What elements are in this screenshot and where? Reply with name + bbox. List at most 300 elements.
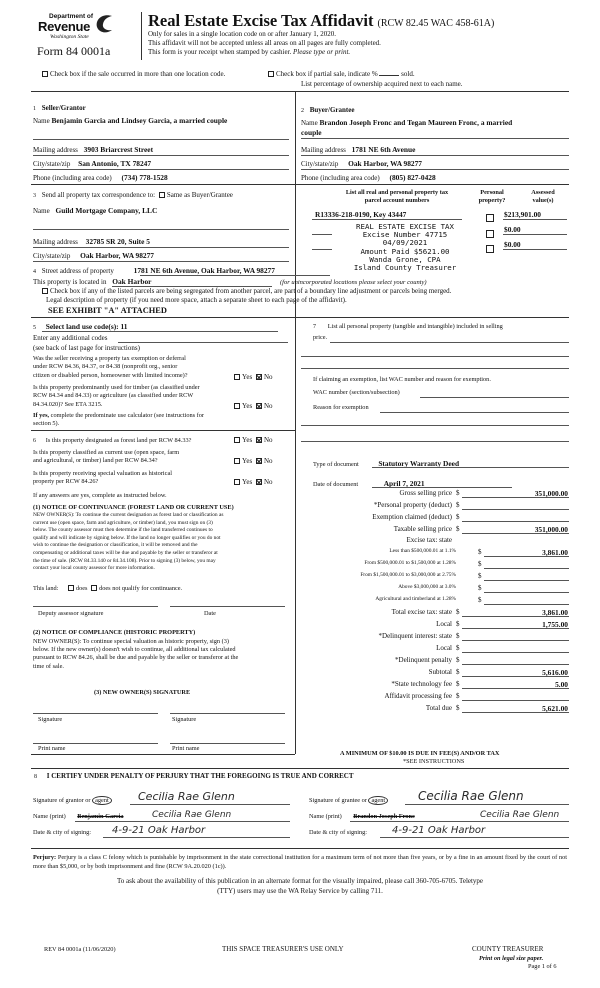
owner-print-label2: Print name: [172, 745, 200, 752]
parcel-row3-value[interactable]: $0.00: [504, 240, 521, 249]
seller-name-row: [33, 116, 227, 125]
calc-line-tech: [462, 688, 569, 689]
pp-line2: [301, 356, 569, 357]
exhibit-text[interactable]: SEE EXHIBIT "A" ATTACHED: [48, 306, 167, 315]
seller-mail-line: [33, 155, 289, 156]
land-use-value[interactable]: Select land use code(s): 11: [45, 322, 128, 331]
q1-yes-label: Yes: [242, 373, 253, 381]
grantor-name-handwritten[interactable]: Cecilia Rae Glenn: [152, 810, 232, 820]
parcel-row1-value[interactable]: $213,901.00: [504, 210, 541, 219]
grantee-sig-row: [309, 797, 388, 804]
dept-of: Department of: [49, 13, 94, 20]
calc-label-delinq-local: Local: [436, 644, 452, 652]
historic-answer[interactable]: [232, 478, 273, 486]
multi-location-check[interactable]: [40, 70, 225, 78]
located-value[interactable]: Oak Harbor: [112, 277, 272, 287]
grantor-date-label: Date & city of signing:: [33, 829, 92, 836]
calc-label-b5: Agricultural and timberland at 1.28%: [375, 596, 456, 602]
ifyes-note: [33, 412, 204, 429]
cu-line2: and agricultural, or timber) land per RCW 84.34?: [33, 457, 158, 465]
grantor-name-line: [75, 821, 290, 822]
grantor-date-line: [103, 837, 290, 838]
calc-label-total-due: Total due: [425, 704, 452, 712]
n1-l8: contact your local county assessor for more information.: [33, 565, 155, 572]
buyer-mail-row: [301, 145, 415, 154]
wac-label: WAC number (section/subsection): [313, 389, 400, 396]
corr-name-value[interactable]: Guild Mortgage Company, LLC: [55, 206, 158, 215]
buyer-name-value[interactable]: Brandon Joseph Fronc and Tegan Maureen Fronc, a married: [319, 118, 513, 127]
parcel-row3-personal-checkbox[interactable]: [486, 240, 494, 258]
parcel-row3-line: [312, 249, 332, 250]
q1-yes-checkbox[interactable]: [234, 374, 240, 380]
parcel-col1-header: [322, 189, 472, 205]
street-label: Street address of property: [41, 267, 114, 275]
calc-value-gross[interactable]: 351,000.00: [534, 489, 568, 498]
calc-value-local[interactable]: 1,755.00: [542, 620, 568, 629]
calc-dollar-delinq-pen: $: [456, 656, 460, 664]
calc-line-b5: [484, 604, 569, 605]
seller-city-line: [33, 169, 289, 170]
notice2-body: [33, 638, 238, 671]
doc-date-value[interactable]: April 7, 2021: [383, 479, 425, 488]
cu-line1: Is this property classified as current use (open space, farm: [33, 449, 180, 456]
q1-line1: Was the seller receiving a property tax exemption or deferral: [33, 355, 186, 362]
grantor-name-row: [33, 813, 124, 820]
hist-yes-checkbox[interactable]: [234, 479, 240, 485]
header-rule: [31, 91, 569, 92]
ifyes-text: complete the predominate use calculator (see instructions for: [50, 412, 205, 419]
doc-date-label: Date of document: [313, 481, 359, 488]
stamp-line4: Amount Paid $5621.00: [360, 246, 450, 256]
seller-mail-label: Mailing address: [33, 146, 78, 154]
multi-location-checkbox[interactable]: [42, 71, 48, 77]
same-as-buyer-label: Same as Buyer/Grantee: [166, 191, 233, 199]
doc-date-line: [372, 487, 512, 488]
doc-type-value[interactable]: Statutory Warranty Deed: [378, 459, 460, 468]
grantor-sig-line: [130, 804, 290, 805]
calc-dollar-delinq-state: $: [456, 632, 460, 640]
forest-question: Is this property designated as forest land per RCW 84.33?: [45, 437, 192, 444]
q1-line3: citizen or disabled person, homeowner with limited income)?: [33, 371, 188, 379]
buyer-name-value-line2[interactable]: couple: [301, 128, 322, 137]
perjury-text: Perjury is a class C felony which is punishable by imprisonment in the state correctional institution for a maximum term of not more than five years, or by a fine in an amount fixed by the court of not more than $5,000, or by both imprisonment and fine (RCW 9A.20.020 (1c)).: [33, 854, 567, 870]
personal-property-label: List all personal property (tangible and intangible) included in selling: [327, 323, 503, 330]
calc-line-delinq-local: [462, 652, 569, 653]
forest-yes-checkbox[interactable]: [234, 437, 240, 443]
header-divider: [141, 12, 142, 60]
grantee-name-label: Name (print): [309, 813, 342, 820]
located-row: [33, 277, 427, 287]
personal-property-row: [313, 322, 503, 330]
perjury-statement: [33, 853, 567, 871]
corr-name-label: Name: [33, 207, 50, 215]
additional-codes-label: Enter any additional codes: [33, 334, 108, 342]
buyer-mail-label: Mailing address: [301, 146, 346, 154]
additional-codes-line: [118, 342, 288, 343]
dept-washington: Washington State: [50, 34, 89, 40]
calc-value-taxable[interactable]: 351,000.00: [534, 525, 568, 534]
grantor-sig-row: [33, 797, 112, 804]
forest-no-checkbox[interactable]: [256, 437, 262, 443]
corr-row: [33, 191, 233, 199]
q2-answer[interactable]: [232, 402, 273, 410]
calc-label-b2: From $500,000.01 to $1,500,000 at 1.28%: [364, 560, 456, 566]
parcel-row2-value[interactable]: $0.00: [504, 225, 521, 234]
list-pct-note: List percentage of ownership acquired next to each name.: [301, 80, 463, 88]
q2-no-checkbox[interactable]: [256, 403, 262, 409]
calc-dollar-delinq-local: $: [456, 644, 460, 652]
grantor-agent-circled: agent: [92, 796, 112, 805]
partial-sale-checkbox[interactable]: [268, 71, 274, 77]
hist-no-label: No: [263, 478, 273, 486]
calc-label-excise-state: Excise tax: state: [406, 536, 452, 544]
stamp-line3: 04/09/2021: [382, 238, 428, 248]
doc-type-label: Type of document: [313, 461, 359, 468]
n2-l2: below. If the new owner(s) doesn't wish to continue, all additional tax calculated: [33, 646, 236, 654]
form-title-text: Real Estate Excise Tax Affidavit: [148, 11, 374, 30]
calc-dollar-subtotal: $: [456, 668, 460, 676]
treasurer-stamp: [330, 223, 480, 272]
partial-sale-pct-field[interactable]: [379, 75, 399, 76]
located-label: This property is located in: [33, 278, 107, 286]
calc-dollar-b3: $: [478, 572, 482, 580]
n2-l4: time of sale.: [33, 662, 64, 670]
seller-name-label: Name: [33, 117, 50, 125]
section6-num: 6: [33, 438, 36, 444]
owner-sig-label2: Signature: [172, 716, 197, 723]
q2-line2: RCW 84.34 and 84.33) or agriculture (as classified under RCW: [33, 392, 194, 400]
corr-mail-value[interactable]: 32785 SR 20, Suite 5: [85, 237, 150, 246]
perjury-label: Perjury:: [33, 854, 57, 861]
land-use-row: [33, 322, 127, 331]
seller-city-row: [33, 159, 151, 168]
alt-format-note: [30, 877, 570, 896]
notice1-body: [33, 512, 223, 573]
rev-number: REV 84 0001a (11/06/2020): [44, 946, 116, 953]
seller-num: 1: [33, 106, 36, 112]
deputy-date-line: [170, 606, 285, 607]
q1-no-checkbox[interactable]: [256, 374, 262, 380]
any-yes-note: If any answers are yes, complete as instructed below.: [33, 492, 167, 499]
current-use-answer[interactable]: [232, 457, 273, 465]
grantor-name-value[interactable]: Benjamin Garcia: [77, 813, 124, 820]
legal-paper-note: Print on legal size paper.: [479, 955, 544, 962]
parcel-row3-value-line: [503, 249, 567, 250]
q2-line3: 84.34.020)? See ETA 3215.: [33, 400, 103, 408]
n2-l3: pursuant to RCW 84.26, shall be due and payable by the seller or transferor at the: [33, 654, 239, 662]
parcel-row2-value-line: [503, 234, 567, 235]
grantor-sig-label: Signature of grantor or: [33, 797, 91, 804]
doc-type-line: [372, 467, 569, 468]
corr-mail-line: [33, 247, 289, 248]
q2-yes-label: Yes: [242, 402, 253, 410]
segregate-checkbox[interactable]: [42, 288, 48, 294]
notice3-title: (3) NEW OWNER(S) SIGNATURE: [94, 689, 191, 696]
parcel-col3-header: [520, 189, 566, 205]
reason-line1: [380, 412, 569, 413]
notice1-title: (1) NOTICE OF CONTINUANCE (FOREST LAND OR CURRENT USE): [33, 504, 234, 511]
street-line: [140, 275, 330, 276]
owner-sig-line1: [33, 713, 158, 714]
n1-l6: compensating or additional taxes will be due and payable by the seller or transferor at: [33, 549, 218, 556]
q2-yes-checkbox[interactable]: [234, 403, 240, 409]
does-not-label: does not qualify for continuance.: [99, 585, 183, 592]
does-label: does: [75, 585, 88, 592]
personal-property-label2: price.: [313, 334, 328, 341]
timber-question: [33, 384, 200, 409]
reason-line2: [301, 425, 569, 426]
owner-print-line2: [170, 743, 285, 744]
buyer-city-row: [301, 159, 422, 168]
dept-revenue: Revenue: [38, 19, 91, 34]
buyer-name-line: [301, 138, 569, 139]
owner-sig-label1: Signature: [38, 716, 63, 723]
treasurer-use-only: THIS SPACE TREASURER'S USE ONLY: [222, 945, 344, 953]
stamp-line1: REAL ESTATE EXCISE TAX: [356, 222, 454, 231]
does-not-checkbox[interactable]: [91, 585, 97, 591]
grantee-name-line: [350, 821, 569, 822]
cu-yes-checkbox[interactable]: [234, 458, 240, 464]
n2-l1: NEW OWNER(S): To continue special valuation as historic property, sign (3): [33, 638, 230, 645]
parcel-col2-l1: Personal: [480, 189, 504, 196]
partial-sale-check[interactable]: [266, 70, 415, 78]
owner-print-label1: Print name: [38, 745, 66, 752]
seller-city-value[interactable]: San Antonio, TX 78247: [78, 159, 152, 168]
forest-yes-label: Yes: [242, 436, 253, 444]
calc-label-exemption: Exemption claimed (deduct): [372, 513, 452, 521]
stamp-line2: Excise Number 47715: [362, 230, 448, 240]
calc-dollar-exemption: $: [456, 513, 460, 521]
calc-label-b3: From $1,500,000.01 to $3,000,000 at 2.75%: [360, 572, 456, 578]
calc-label-local: Local: [436, 620, 452, 628]
buyer-phone-label: Phone (including area code): [301, 174, 380, 182]
calc-dollar-taxable: $: [456, 525, 460, 533]
exemption-question: [33, 355, 188, 380]
buyer-phone-row: [301, 173, 436, 182]
calc-dollar-affidavit-fee: $: [456, 692, 460, 700]
q2-no-label: No: [263, 402, 273, 410]
this-land-label: This land:: [33, 585, 59, 592]
deputy-date-label: Date: [204, 610, 216, 617]
buyer-city-line: [301, 169, 569, 170]
calc-label-b4: Above $3,000,000 at 3.0%: [398, 584, 456, 590]
calc-line-affidavit-fee: [462, 700, 569, 701]
grantee-date-handwritten[interactable]: 4-9-21 Oak Harbor: [392, 825, 486, 836]
calc-line-delinq-pen: [462, 664, 569, 665]
minimum-note: A MINIMUM OF $10.00 IS DUE IN FEE(S) AND/OR TAX: [340, 750, 500, 757]
notice2-title: (2) NOTICE OF COMPLIANCE (HISTORIC PROPERTY): [33, 629, 196, 636]
alt-format-l2: (TTY) users may use the WA Relay Service by calling 711.: [217, 886, 383, 895]
land-use-line: [42, 331, 278, 332]
buyer-phone-value[interactable]: (805) 827-0428: [389, 173, 436, 182]
calc-label-subtotal: Subtotal: [428, 668, 452, 676]
see-instructions: *SEE INSTRUCTIONS: [403, 758, 465, 765]
header-line1: Only for sales in a single location code on or after January 1, 2020.: [148, 30, 336, 38]
n1-l4: qualify and will indicate by signing below. If the land no longer qualifies or you do not: [33, 534, 221, 541]
n1-l3: below. The county assessor must then determine if the land transferred continues to: [33, 527, 213, 534]
corr-city-line: [33, 261, 289, 262]
street-row: [33, 266, 275, 275]
page-number: Page 1 of 6: [528, 963, 557, 970]
q1-line2: under RCW 84.36, 84.37, or 84.38 (nonprofit org., senior: [33, 363, 178, 371]
certify-text: I CERTIFY UNDER PENALTY OF PERJURY THAT THE FOREGOING IS TRUE AND CORRECT: [46, 772, 354, 780]
calc-label-personal: *Personal property (deduct): [373, 501, 452, 509]
deputy-label: Deputy assessor signature: [38, 610, 104, 617]
does-checkbox[interactable]: [68, 585, 74, 591]
seller-heading-text: Seller/Grantor: [41, 104, 86, 112]
parcel-row1-value-line: [503, 219, 567, 220]
this-land-row: [33, 585, 182, 592]
section8-num: 8: [34, 774, 37, 780]
hist-line2: property per RCW 84.26?: [33, 478, 99, 486]
calc-line-b3: [484, 580, 569, 581]
corr-mail-row: [33, 237, 150, 246]
unincorporated-note: (for unincorporated locations please select your county): [279, 279, 427, 286]
calc-line-personal: [462, 509, 569, 510]
stamp-line6: Island County Treasurer: [353, 263, 457, 273]
corr-city-row: [33, 251, 154, 260]
n1-l2: current use (open space, farm and agriculture, or timber) land, you must sign on (3): [33, 519, 213, 526]
calc-label-tech: *State technology fee: [391, 680, 452, 688]
alt-format-l1: To ask about the availability of this publication in an alternate format for the visually impaired, please call 360-705-6705. Teletype: [116, 877, 484, 885]
calc-label-delinq-pen: *Delinquent penalty: [395, 656, 452, 664]
partial-sale-label: Check box if partial sale, indicate %: [276, 70, 378, 78]
seller-mail-value[interactable]: 3903 Briarcrest Street: [83, 145, 154, 154]
seller-bottom-rule: [31, 184, 295, 185]
see-back-label: (see back of last page for instructions): [33, 344, 140, 352]
calc-value-total-due[interactable]: 5,621.00: [542, 704, 568, 713]
parcel-col1-l2: parcel account numbers: [364, 197, 430, 204]
calc-label-b1: Less than $500,000.01 at 1.1%: [389, 548, 456, 554]
ifyes-bold: If yes,: [33, 412, 50, 419]
grantee-date-label: Date & city of signing:: [309, 829, 368, 836]
header-line2: This affidavit will not be accepted unless all areas on all pages are fully completed.: [148, 39, 381, 47]
seller-phone-value[interactable]: (734) 778-1528: [121, 173, 168, 182]
calc-value-total-state[interactable]: 3,861.00: [542, 608, 568, 617]
section5-bottom-rule: [31, 430, 295, 431]
street-value[interactable]: 1781 NE 6th Avenue, Oak Harbor, WA 98277: [133, 266, 275, 275]
cu-no-checkbox[interactable]: [256, 458, 262, 464]
reason-line3: [301, 441, 569, 442]
seller-mail-row: [33, 145, 153, 154]
section8-top-rule: [31, 768, 569, 769]
parcel-col2-header: [474, 189, 510, 205]
certify-row: [34, 772, 354, 780]
corr-label: Send all property tax correspondence to:: [41, 191, 156, 199]
header-line3: [148, 48, 350, 56]
section7-num: 7: [313, 324, 316, 330]
grantee-date-line: [380, 837, 569, 838]
q2-line1: Is this property predominantly used for timber (as classified under: [33, 384, 200, 391]
hist-no-checkbox[interactable]: [256, 479, 262, 485]
seller-phone-row: [33, 173, 168, 182]
header-line3b: Please type or print.: [293, 48, 351, 56]
corr-name-line2: [33, 229, 289, 230]
corr-city-label: City/state/zip: [33, 252, 71, 260]
n1-l5: wish to continue the designation or classification, it will be removed and the: [33, 542, 198, 549]
deputy-sig-line: [33, 606, 158, 607]
corr-num: 3: [33, 193, 36, 199]
current-use-question: [33, 449, 179, 466]
grantee-name-handwritten[interactable]: Cecilia Rae Glenn: [480, 810, 560, 820]
buyer-bottom-rule: [295, 184, 569, 185]
calc-value-subtotal[interactable]: 5,616.00: [542, 668, 568, 677]
forest-no-label: No: [263, 436, 273, 444]
parcel-row1-number[interactable]: R13336-218-0190, Key 43447: [315, 210, 407, 219]
n1-l7: the time of sale. (RCW 84.33.140 or 84.34.108). Prior to signing (3) below, you may: [33, 557, 216, 564]
grantee-sig-line: [405, 804, 569, 805]
stamp-line5: Wanda Grone, CPA: [369, 254, 441, 264]
calc-dollar-tech: $: [456, 680, 460, 688]
buyer-num: 2: [301, 108, 304, 114]
buyer-city-value[interactable]: Oak Harbor, WA 98277: [348, 159, 422, 168]
seller-name-line2: [33, 139, 289, 140]
grantor-signature[interactable]: Cecilia Rae Glenn: [138, 790, 235, 803]
calc-dollar-b4: $: [478, 584, 482, 592]
segregate-row: [40, 287, 451, 295]
calc-dollar-b2: $: [478, 560, 482, 568]
calc-dollar-personal: $: [456, 501, 460, 509]
calc-dollar-b5: $: [478, 596, 482, 604]
grantee-name-row: [309, 813, 415, 820]
cu-no-label: No: [263, 457, 273, 465]
section4-bottom-rule: [31, 317, 569, 318]
calc-label-taxable: Taxable selling price: [393, 525, 452, 533]
owner-print-line1: [33, 743, 158, 744]
buyer-city-label: City/state/zip: [301, 160, 339, 168]
grantor-name-label: Name (print): [33, 813, 66, 820]
lower-column-divider: [295, 317, 296, 754]
form-number: Form 84 0001a: [37, 44, 111, 58]
seller-city-label: City/state/zip: [33, 160, 71, 168]
county-treasurer: COUNTY TREASURER: [472, 945, 544, 953]
calc-label-delinq-state: *Delinquent interest: state: [378, 632, 452, 640]
corr-city-value[interactable]: Oak Harbor, WA 98277: [80, 251, 154, 260]
buyer-mail-value[interactable]: 1781 NE 6th Avenue: [351, 145, 416, 154]
ifyes-text2: section 5).: [33, 420, 60, 428]
grantee-signature[interactable]: Cecilia Rae Glenn: [418, 789, 524, 803]
calc-dollar-b1: $: [478, 548, 482, 556]
form-rcw: (RCW 82.45 WAC 458-61A): [377, 18, 495, 29]
parcel-row2-line: [312, 234, 332, 235]
parcel-col1-l1: List all real and personal property tax: [345, 189, 449, 196]
exempt-note: If claiming an exemption, list WAC number and reason for exemption.: [313, 376, 491, 383]
grantor-date-handwritten[interactable]: 4-9-21 Oak Harbor: [112, 825, 206, 836]
segregate-label: Check box if any of the listed parcels are being segregated from another parcel, are part of a boundary line adjustment or parcels being merged.: [50, 287, 452, 295]
buyer-name-label: Name: [301, 119, 318, 127]
buyer-heading: [301, 106, 354, 114]
buyer-name-row: [301, 118, 512, 127]
hist-yes-label: Yes: [242, 478, 253, 486]
q1-answer[interactable]: [232, 373, 273, 381]
forest-answer[interactable]: [232, 436, 273, 444]
calc-dollar-local: $: [456, 620, 460, 628]
calc-dollar-gross: $: [456, 489, 460, 497]
grantee-name-value[interactable]: Brandon Joseph Fronc: [353, 813, 415, 820]
calc-value-tech[interactable]: 5.00: [555, 680, 568, 689]
parcel-row1-line: [312, 219, 462, 220]
form-title: [148, 11, 494, 31]
section5-num: 5: [33, 325, 36, 331]
grantee-agent-circled: agent: [368, 796, 388, 805]
seller-name-value[interactable]: Benjamin Garcia and Lindsey Garcia, a married couple: [51, 116, 228, 125]
same-as-buyer-checkbox[interactable]: [159, 192, 165, 198]
wac-line: [420, 397, 569, 398]
historic-question: [33, 470, 172, 487]
calc-line-exemption: [462, 521, 569, 522]
owner-sig-line2: [170, 713, 285, 714]
calc-value-b1[interactable]: 3,861.00: [542, 548, 568, 557]
